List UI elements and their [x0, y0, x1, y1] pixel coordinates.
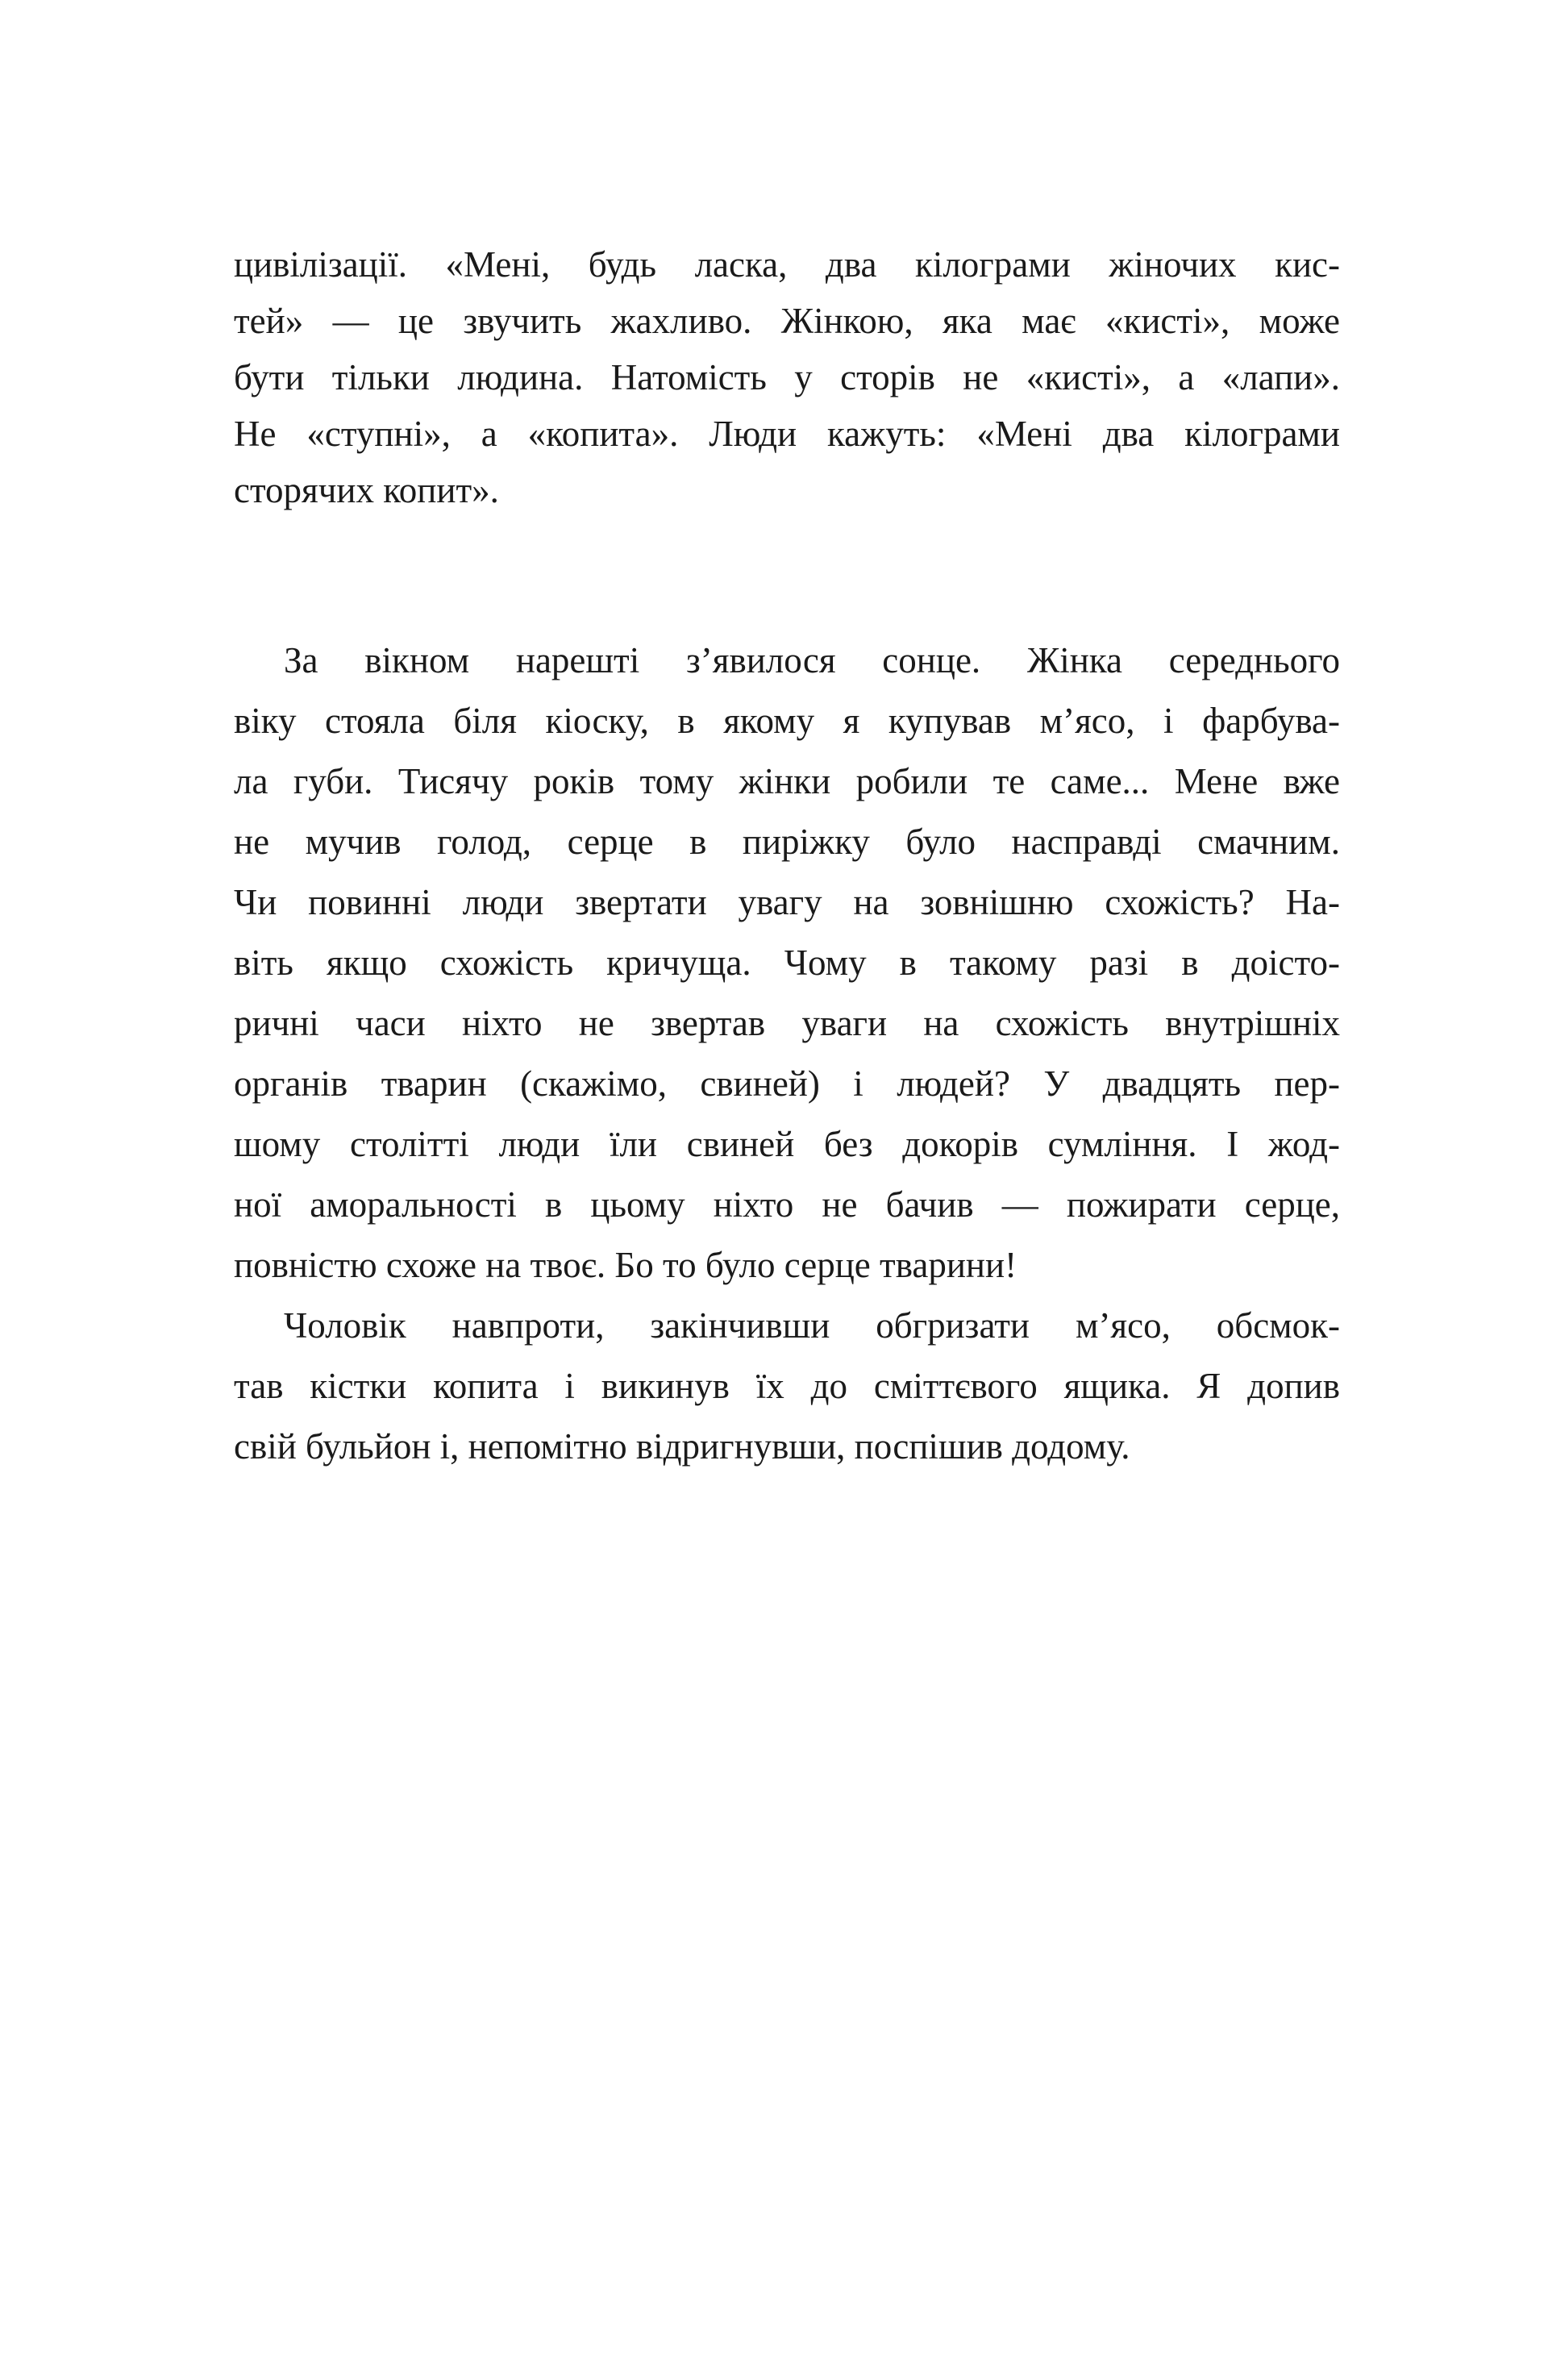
text-line: ричні часи ніхто не звертав уваги на схожість внутрішніх [234, 1003, 1340, 1043]
text-line: цивілізації. «Мені, будь ласка, два кілограми жіночих кис- [234, 244, 1340, 285]
paragraph-continued [234, 236, 1340, 518]
text-line: органів тварин (скажімо, свиней) і людей? У двадцять пер- [234, 1063, 1340, 1104]
text-line: віть якщо схожість кричуща. Чому в такому разі в доісто- [234, 942, 1340, 983]
text-line: шому столітті люди їли свиней без докорів сумління. І жод- [234, 1124, 1340, 1164]
text-line: тей» — це звучить жахливо. Жінкою, яка має «кисті», може [234, 301, 1340, 341]
text-line: Не «ступні», а «копита». Люди кажуть: «Мені два кілограми [234, 414, 1340, 454]
text-line: За вікном нарешті з’явилося сонце. Жінка середнього [284, 640, 1340, 680]
text-line: бути тільки людина. Натомість у сторів не «кисті», а «лапи». [234, 357, 1340, 397]
text-line: Чоловік навпроти, закінчивши обгризати м’ясо, обсмок- [284, 1305, 1340, 1346]
text-line: повністю схоже на твоє. Бо то було серце тварини! [234, 1245, 1017, 1285]
text-line: сторячих копит». [234, 470, 499, 510]
section-text [234, 630, 1340, 1477]
text-line: свій бульйон і, непомітно відригнувши, поспішив додому. [234, 1426, 1130, 1467]
text-line: ної аморальності в цьому ніхто не бачив — пожирати серце, [234, 1184, 1340, 1225]
text-line: не мучив голод, серце в пиріжку було насправді смачним. [234, 822, 1340, 862]
text-line: ла губи. Тисячу років тому жінки робили те саме... Мене вже [234, 761, 1340, 801]
text-line: віку стояла біля кіоску, в якому я купував м’ясо, і фарбува- [234, 701, 1340, 741]
text-line: Чи повинні люди звертати увагу на зовнішню схожість? На- [234, 882, 1340, 922]
text-line: тав кістки копита і викинув їх до сміттєвого ящика. Я допив [234, 1366, 1340, 1406]
